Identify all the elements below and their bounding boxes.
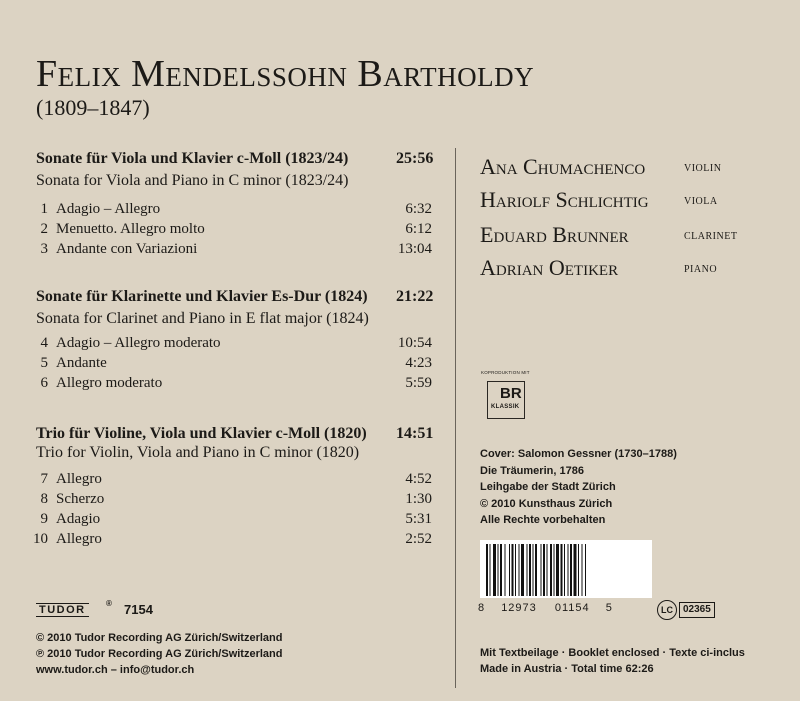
phonogram-line: ℗ 2010 Tudor Recording AG Zürich/Switzerland	[36, 648, 283, 660]
column-divider	[455, 148, 456, 688]
label-code	[657, 600, 715, 620]
track-number: 7	[40, 471, 48, 487]
track-duration: 6:12	[405, 221, 432, 237]
lc-number: 02365	[679, 602, 715, 618]
work-total-time: 14:51	[396, 425, 434, 442]
credit-line: Die Träumerin, 1786	[480, 464, 584, 477]
br-logo-mark: BR	[500, 385, 522, 402]
credit-line: Cover: Salomon Gessner (1730–1788)	[480, 448, 677, 460]
copyright-block	[36, 630, 282, 678]
track-item	[26, 355, 107, 372]
booklet-line: Mit Textbeilage · Booklet enclosed · Texte ci-inclus	[480, 647, 745, 659]
track-number: 10	[33, 531, 48, 547]
track-item	[26, 335, 221, 352]
performer-role: piano	[684, 261, 718, 276]
track-number: 4	[40, 335, 48, 351]
track-duration: 2:52	[405, 531, 432, 547]
track-duration: 5:31	[405, 511, 432, 527]
track-number: 6	[40, 375, 48, 391]
performer-name: Eduard Brunner	[480, 222, 629, 247]
barcode-bars	[480, 540, 652, 598]
composer-name: Felix Mendelssohn Bartholdy	[36, 53, 535, 95]
website-line: www.tudor.ch – info@tudor.ch	[36, 664, 195, 676]
track-number: 1	[40, 201, 48, 217]
track-item	[26, 241, 197, 258]
release-info	[480, 645, 745, 677]
lc-logo-icon: LC	[657, 600, 677, 620]
track-number: 9	[40, 511, 48, 527]
track-title: Menuetto. Allegro molto	[56, 221, 205, 237]
credit-line: © 2010 Kunsthaus Zürich	[480, 497, 613, 510]
track-item	[26, 471, 102, 488]
track-duration: 6:32	[405, 201, 432, 217]
track-title: Adagio	[56, 511, 101, 527]
track-item	[26, 491, 104, 508]
track-title: Scherzo	[56, 491, 105, 507]
barcode-digit-lead: 8	[478, 602, 486, 614]
br-logo-wordmark: KLASSIK	[491, 404, 520, 410]
track-item	[26, 375, 162, 392]
performer-name: Ana Chumachenco	[480, 154, 646, 179]
total-time-line: Made in Austria · Total time 62:26	[480, 663, 654, 675]
barcode-digits	[478, 602, 656, 614]
track-title: Adagio – Allegro moderato	[56, 335, 221, 351]
track-duration: 4:52	[405, 471, 432, 487]
work-title-en: Trio for Violin, Viola and Piano in C minor (1820)	[36, 444, 360, 461]
track-item	[26, 221, 205, 238]
work-title-de: Trio für Violine, Viola und Klavier c-Moll (1820)	[36, 425, 367, 442]
performer-role: violin	[684, 160, 722, 175]
track-item	[26, 531, 102, 548]
composer-dates: (1809–1847)	[36, 95, 150, 120]
track-title: Adagio – Allegro	[56, 201, 161, 217]
track-duration: 10:54	[397, 335, 432, 351]
performer-name: Adrian Oetiker	[480, 255, 619, 280]
track-number: 3	[40, 241, 48, 257]
track-title: Allegro	[56, 531, 102, 547]
performer-name: Hariolf Schlichtig	[480, 187, 649, 212]
track-number: 5	[40, 355, 48, 371]
barcode-digit-group: 01154	[554, 602, 590, 614]
track-title: Andante	[56, 355, 107, 371]
performer-role: clarinet	[684, 228, 738, 243]
track-duration: 1:30	[405, 491, 432, 507]
barcode-digit-check: 5	[605, 602, 613, 614]
cover-credits	[480, 446, 677, 529]
work-title-en: Sonata for Viola and Piano in C minor (1823/24)	[36, 172, 349, 189]
credit-line: Leihgabe der Stadt Zürich	[480, 481, 616, 493]
work-total-time: 25:56	[396, 150, 434, 167]
barcode	[480, 540, 652, 598]
catalog-number: 7154	[124, 602, 153, 617]
track-duration: 4:23	[405, 355, 432, 371]
track-duration: 13:04	[397, 241, 432, 257]
track-item	[26, 201, 160, 218]
work-total-time: 21:22	[396, 288, 434, 305]
track-item	[26, 511, 100, 528]
credit-line: Alle Rechte vorbehalten	[480, 514, 606, 526]
coproduction-label: KOPRODUKTION MIT	[481, 370, 530, 375]
work-title-en: Sonata for Clarinet and Piano in E flat major (1824)	[36, 310, 369, 327]
barcode-digit-group: 12973	[501, 602, 537, 614]
work-title-de: Sonate für Viola und Klavier c-Moll (1823/24)	[36, 150, 349, 167]
track-number: 8	[40, 491, 48, 507]
track-duration: 5:59	[405, 375, 432, 391]
performer-role: viola	[684, 193, 718, 208]
track-title: Allegro	[56, 471, 102, 487]
registered-mark: ®	[106, 599, 112, 608]
copyright-line: © 2010 Tudor Recording AG Zürich/Switzerland	[36, 632, 283, 644]
tudor-logo: TUDOR	[36, 603, 89, 617]
br-klassik-logo	[487, 381, 525, 419]
track-title: Allegro moderato	[56, 375, 163, 391]
work-title-de: Sonate für Klarinette und Klavier Es-Dur (1824)	[36, 288, 368, 305]
track-title: Andante con Variazioni	[56, 241, 198, 257]
track-number: 2	[40, 221, 48, 237]
